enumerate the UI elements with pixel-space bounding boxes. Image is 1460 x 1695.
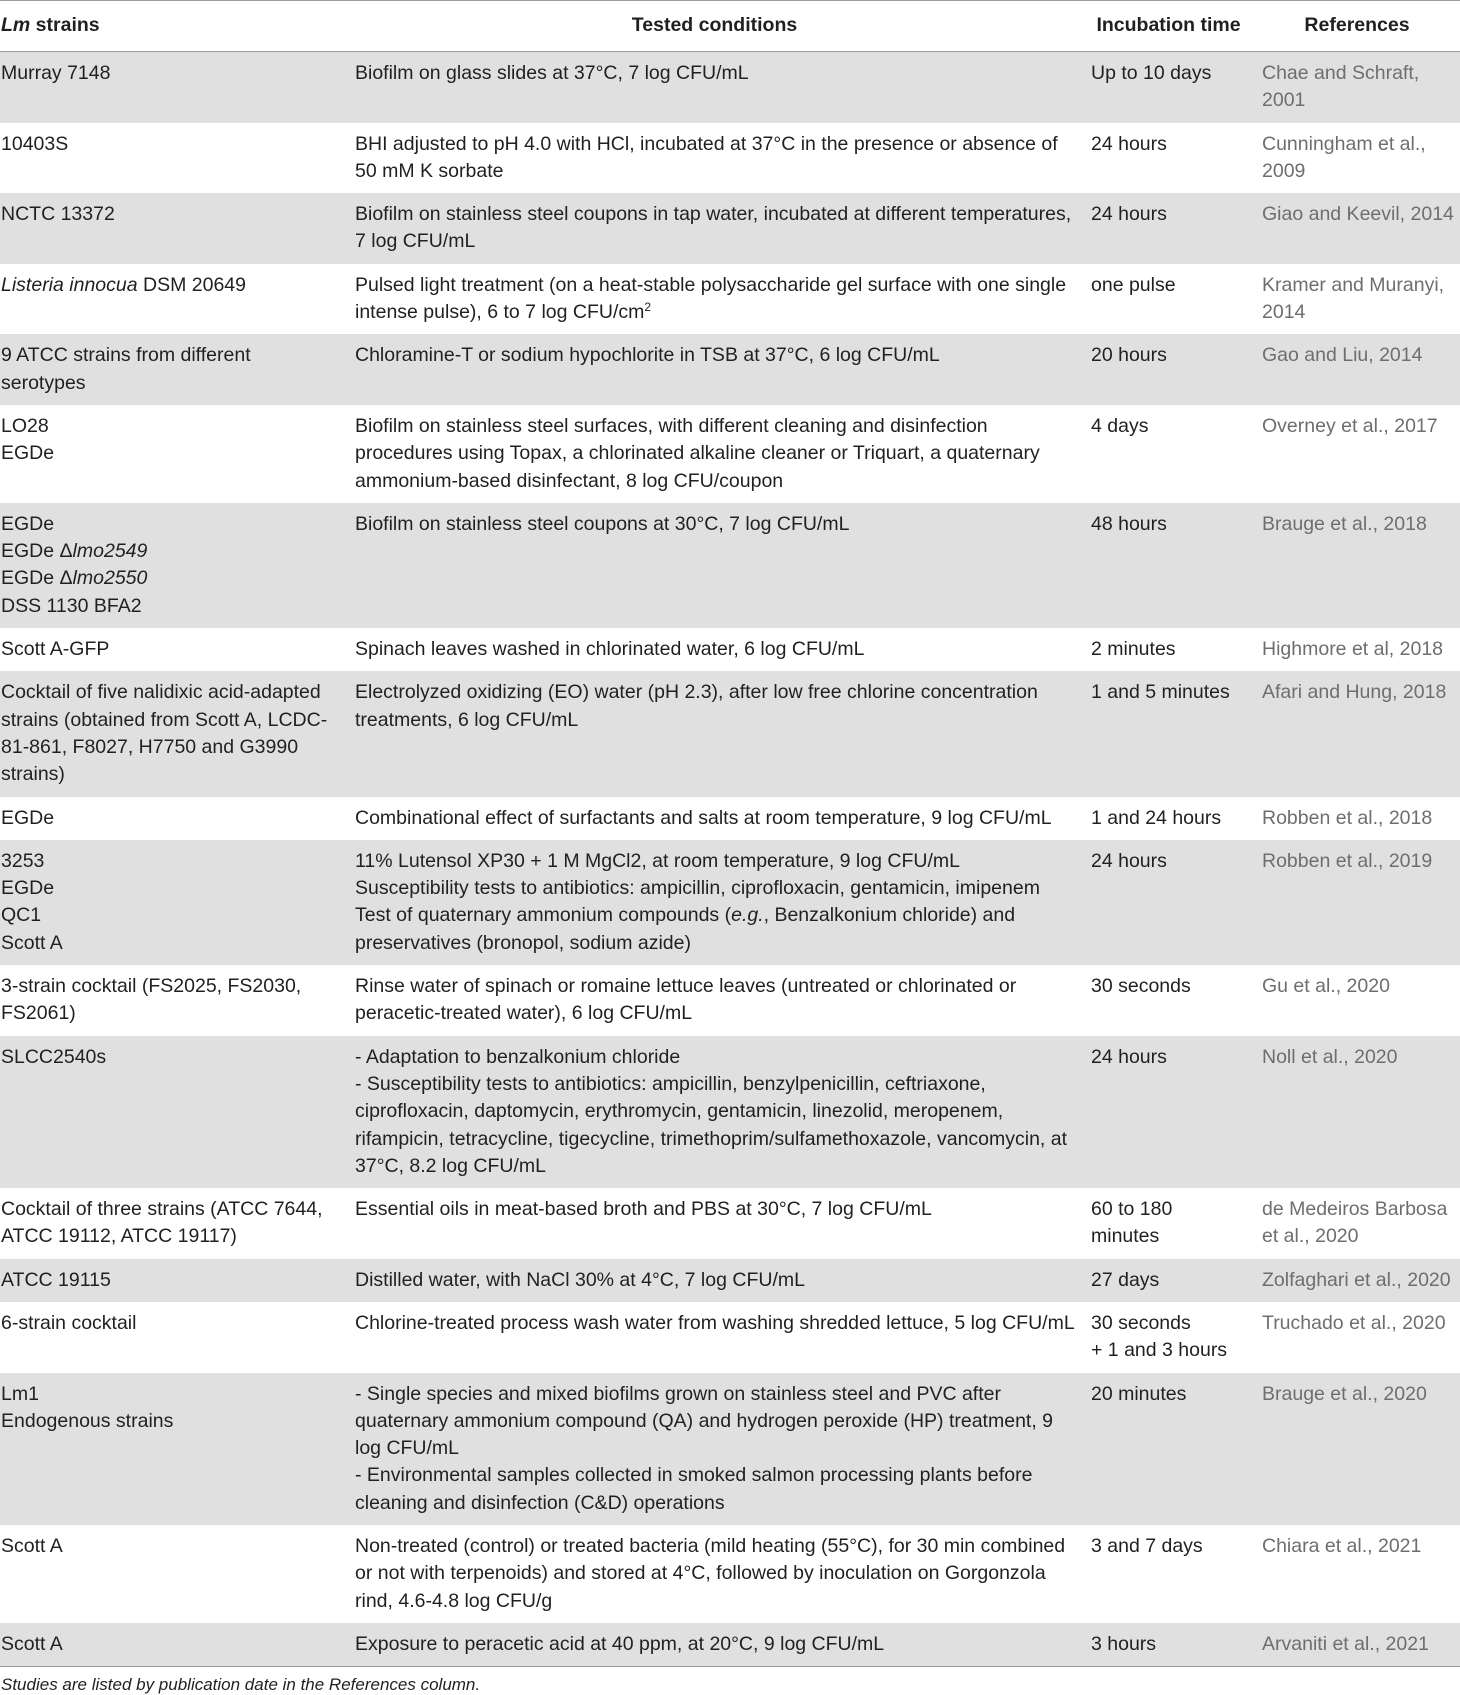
strain-line: strains (obtained from Scott A, LCDC- xyxy=(1,708,328,731)
condition-line xyxy=(355,902,1077,929)
strain-line: EGDe xyxy=(1,442,55,465)
strain-line: 10403S xyxy=(1,132,69,155)
cell-incubation-time xyxy=(1083,797,1254,840)
strain-line: strains) xyxy=(1,763,65,786)
cell-reference xyxy=(1254,123,1460,194)
condition-line xyxy=(355,848,1077,875)
cell-incubation-time xyxy=(1083,334,1254,405)
cell-strain xyxy=(0,405,346,503)
reference-line: Robben et al., 2019 xyxy=(1262,849,1433,872)
table-row xyxy=(0,1188,1460,1259)
time-line: 30 seconds xyxy=(1091,975,1191,998)
cell-incubation-time xyxy=(1083,1036,1254,1188)
strain-text: EGDe xyxy=(1,512,55,535)
strain-line: SLCC2540s xyxy=(1,1045,107,1068)
cell-conditions xyxy=(346,193,1083,264)
table-row xyxy=(0,1525,1460,1623)
cell-incubation-time xyxy=(1083,193,1254,264)
strain-line: ATCC 19112, ATCC 19117) xyxy=(1,1225,237,1248)
time-line: 30 seconds xyxy=(1091,1311,1191,1334)
condition-line xyxy=(355,875,1077,902)
cell-strain xyxy=(0,797,346,840)
strain-line: serotypes xyxy=(1,371,86,394)
table-row xyxy=(0,334,1460,405)
reference-line: Kramer and Muranyi, xyxy=(1262,273,1445,296)
cell-strain xyxy=(0,52,346,123)
condition-line: BHI adjusted to pH 4.0 with HCl, incubated at 37°C in the presence or absence of xyxy=(355,132,1058,155)
cell-incubation-time xyxy=(1083,123,1254,194)
time-line: one pulse xyxy=(1091,273,1176,296)
condition-text: preservatives (bronopol, sodium azide) xyxy=(355,931,691,954)
cell-conditions xyxy=(346,123,1083,194)
cell-strain xyxy=(0,671,346,796)
time-line: 24 hours xyxy=(1091,1045,1167,1068)
condition-line: cleaning and disinfection (C&D) operations xyxy=(355,1491,725,1514)
cell-reference xyxy=(1254,503,1460,628)
time-line: 48 hours xyxy=(1091,512,1167,535)
cell-strain xyxy=(0,1259,346,1302)
cell-conditions xyxy=(346,1036,1083,1188)
cell-incubation-time xyxy=(1083,840,1254,965)
table-row xyxy=(0,1302,1460,1373)
reference-line: 2001 xyxy=(1262,89,1306,112)
strain-line: Scott A xyxy=(1,931,63,954)
header-strains xyxy=(0,1,346,52)
cell-strain xyxy=(0,1525,346,1623)
cell-incubation-time xyxy=(1083,264,1254,335)
strain-line: EGDe xyxy=(1,806,55,829)
strain-species: Listeria innocua xyxy=(1,273,138,296)
table-row xyxy=(0,1623,1460,1667)
condition-line: - Single species and mixed biofilms grown on stainless steel and PVC after xyxy=(355,1382,1001,1405)
cell-reference xyxy=(1254,1623,1460,1667)
time-line: minutes xyxy=(1091,1225,1160,1248)
reference-line: 2009 xyxy=(1262,159,1306,182)
strain-id: DSM 20649 xyxy=(137,273,246,296)
strain-line: LO28 xyxy=(1,414,49,437)
time-line: 27 days xyxy=(1091,1268,1160,1291)
reference-line: Highmore et al, 2018 xyxy=(1262,638,1444,661)
time-line: 24 hours xyxy=(1091,203,1167,226)
strain-line: NCTC 13372 xyxy=(1,203,115,226)
time-line: 1 and 5 minutes xyxy=(1091,681,1230,704)
table-header xyxy=(0,1,1460,52)
condition-line: Non-treated (control) or treated bacteria (mild heating (55°C), for 30 min combined xyxy=(355,1535,1066,1558)
condition-line: Rinse water of spinach or romaine lettuce leaves (untreated or chlorinated or xyxy=(355,975,1017,998)
cell-incubation-time xyxy=(1083,503,1254,628)
table-row xyxy=(0,1259,1460,1302)
cell-reference xyxy=(1254,334,1460,405)
table-row xyxy=(0,797,1460,840)
cell-reference xyxy=(1254,1188,1460,1259)
cell-reference xyxy=(1254,1302,1460,1373)
time-line: 4 days xyxy=(1091,414,1149,437)
time-line: Up to 10 days xyxy=(1091,62,1212,84)
cell-conditions xyxy=(346,1373,1083,1525)
strain-gene: lmo2549 xyxy=(72,540,148,563)
header-time: Incubation time xyxy=(1083,1,1254,52)
condition-line: Chloramine-T or sodium hypochlorite in TSB at 37°C, 6 log CFU/mL xyxy=(355,344,940,367)
reference-line: Overney et al., 2017 xyxy=(1262,414,1438,437)
cell-reference xyxy=(1254,965,1460,1036)
cell-strain xyxy=(0,1302,346,1373)
strain-line xyxy=(1,538,338,565)
reference-line: Cunningham et al., xyxy=(1262,132,1426,155)
table-row xyxy=(0,1036,1460,1188)
cell-strain xyxy=(0,1188,346,1259)
condition-text: intense pulse), 6 to 7 log CFU/cm xyxy=(355,301,645,324)
strain-line xyxy=(1,565,338,592)
table-footnote: Studies are listed by publication date in the References column. xyxy=(1,1675,481,1695)
condition-text: , Benzalkonium chloride) and xyxy=(763,904,1016,927)
cell-incubation-time xyxy=(1083,1259,1254,1302)
time-line: 60 to 180 xyxy=(1091,1198,1173,1221)
condition-line: Essential oils in meat-based broth and PBS at 30°C, 7 log CFU/mL xyxy=(355,1198,932,1221)
reference-line: Brauge et al., 2020 xyxy=(1262,1382,1427,1405)
table-row xyxy=(0,1373,1460,1525)
condition-line: log CFU/mL xyxy=(355,1437,460,1460)
time-line: 2 minutes xyxy=(1091,638,1176,661)
condition-line: or not with terpenoids) and stored at 4°C, followed by inoculation on Gorgonzola xyxy=(355,1562,1046,1585)
strain-line: Murray 7148 xyxy=(1,62,111,84)
time-line: 3 and 7 days xyxy=(1091,1535,1203,1558)
table-row xyxy=(0,671,1460,796)
cell-conditions xyxy=(346,1259,1083,1302)
cell-reference xyxy=(1254,52,1460,123)
table-row xyxy=(0,840,1460,965)
cell-conditions xyxy=(346,503,1083,628)
strain-line: 3253 xyxy=(1,849,45,872)
strain-line: 81-861, F8027, H7750 and G3990 xyxy=(1,735,299,758)
condition-line: 37°C, 8.2 log CFU/mL xyxy=(355,1154,546,1177)
condition-line: - Adaptation to benzalkonium chloride xyxy=(355,1045,681,1068)
time-line: + 1 and 3 hours xyxy=(1091,1339,1228,1362)
condition-line: rind, 4.6-4.8 log CFU/g xyxy=(355,1589,553,1612)
strain-text: DSS 1130 BFA2 xyxy=(1,594,142,617)
condition-line: Chlorine-treated process wash water from washing shredded lettuce, 5 log CFU/mL xyxy=(355,1311,1075,1334)
cell-strain xyxy=(0,840,346,965)
condition-line: Electrolyzed oxidizing (EO) water (pH 2.3), after low free chlorine concentration xyxy=(355,681,1038,704)
cell-conditions xyxy=(346,1525,1083,1623)
strain-gene: lmo2550 xyxy=(72,567,148,590)
strain-line xyxy=(1,511,338,538)
condition-line: procedures using Topax, a chlorinated alkaline cleaner or Triquart, a quaternary xyxy=(355,442,1040,465)
condition-line: 50 mM K sorbate xyxy=(355,159,504,182)
table-row xyxy=(0,123,1460,194)
cell-reference xyxy=(1254,1259,1460,1302)
condition-line xyxy=(355,299,1077,326)
reference-line: Chae and Schraft, xyxy=(1262,62,1420,84)
cell-strain xyxy=(0,965,346,1036)
cell-reference xyxy=(1254,840,1460,965)
condition-line: - Environmental samples collected in smoked salmon processing plants before xyxy=(355,1464,1033,1487)
table-row xyxy=(0,405,1460,503)
time-line: 3 hours xyxy=(1091,1632,1157,1655)
strain-line: 9 ATCC strains from different xyxy=(1,344,251,367)
reference-line: Gao and Liu, 2014 xyxy=(1262,344,1423,367)
reference-line: et al., 2020 xyxy=(1262,1225,1359,1248)
table-body xyxy=(0,52,1460,1667)
table-row xyxy=(0,965,1460,1036)
header-references: References xyxy=(1254,1,1460,52)
strain-line: EGDe xyxy=(1,877,55,900)
table-row xyxy=(0,193,1460,264)
reference-line: Afari and Hung, 2018 xyxy=(1262,681,1447,704)
cell-strain xyxy=(0,264,346,335)
reference-line: Zolfaghari et al., 2020 xyxy=(1262,1268,1451,1291)
cell-strain xyxy=(0,123,346,194)
time-line: 24 hours xyxy=(1091,849,1167,872)
cell-incubation-time xyxy=(1083,1373,1254,1525)
table-row xyxy=(0,628,1460,671)
cell-conditions xyxy=(346,52,1083,123)
cell-incubation-time xyxy=(1083,628,1254,671)
condition-line: 7 log CFU/mL xyxy=(355,230,476,253)
condition-line: Pulsed light treatment (on a heat-stable polysaccharide gel surface with one single xyxy=(355,273,1067,296)
cell-incubation-time xyxy=(1083,965,1254,1036)
condition-line: Biofilm on stainless steel surfaces, with different cleaning and disinfection xyxy=(355,414,988,437)
strain-line: 3-strain cocktail (FS2025, FS2030, xyxy=(1,975,302,998)
cell-strain xyxy=(0,1623,346,1667)
cell-reference xyxy=(1254,797,1460,840)
strain-line: Scott A xyxy=(1,1535,63,1558)
reference-line: Chiara et al., 2021 xyxy=(1262,1535,1422,1558)
condition-line: - Susceptibility tests to antibiotics: ampicillin, benzylpenicillin, ceftriaxone, xyxy=(355,1072,986,1095)
strain-text: EGDe Δ xyxy=(1,567,73,590)
table-row xyxy=(0,264,1460,335)
cell-reference xyxy=(1254,1036,1460,1188)
condition-text: 11% Lutensol XP30 + 1 M MgCl2, at room temperature, 9 log CFU/mL xyxy=(355,849,960,872)
strain-line: Endogenous strains xyxy=(1,1409,174,1432)
reference-line: Truchado et al., 2020 xyxy=(1262,1311,1446,1334)
reference-line: de Medeiros Barbosa xyxy=(1262,1198,1448,1221)
cell-conditions xyxy=(346,1188,1083,1259)
cell-reference xyxy=(1254,405,1460,503)
condition-text: Susceptibility tests to antibiotics: ampicillin, ciprofloxacin, gentamicin, imipenem xyxy=(355,877,1040,900)
header-strains-italic: Lm xyxy=(1,14,31,37)
cell-conditions xyxy=(346,797,1083,840)
cell-conditions xyxy=(346,671,1083,796)
reference-line: Brauge et al., 2018 xyxy=(1262,512,1427,535)
strain-line: Scott A xyxy=(1,1632,63,1655)
strain-text: EGDe Δ xyxy=(1,540,73,563)
cell-incubation-time xyxy=(1083,1188,1254,1259)
condition-line: ammonium-based disinfectant, 8 log CFU/coupon xyxy=(355,469,784,492)
condition-line: Spinach leaves washed in chlorinated water, 6 log CFU/mL xyxy=(355,638,865,661)
cell-strain xyxy=(0,1036,346,1188)
cell-strain xyxy=(0,193,346,264)
reference-line: Noll et al., 2020 xyxy=(1262,1045,1398,1068)
cell-strain xyxy=(0,334,346,405)
superscript: 2 xyxy=(644,300,652,315)
strain-line: QC1 xyxy=(1,904,42,927)
condition-italic: e.g. xyxy=(731,904,764,927)
reference-line: Robben et al., 2018 xyxy=(1262,806,1433,829)
cell-conditions xyxy=(346,965,1083,1036)
time-line: 24 hours xyxy=(1091,132,1167,155)
cell-reference xyxy=(1254,193,1460,264)
cell-reference xyxy=(1254,264,1460,335)
condition-line: Biofilm on stainless steel coupons at 30°C, 7 log CFU/mL xyxy=(355,512,850,535)
strain-line xyxy=(1,272,338,299)
strain-line: Cocktail of five nalidixic acid-adapted xyxy=(1,681,321,704)
reference-line: Arvaniti et al., 2021 xyxy=(1262,1632,1429,1655)
cell-conditions xyxy=(346,628,1083,671)
cell-reference xyxy=(1254,671,1460,796)
table-row xyxy=(0,52,1460,123)
reference-line: 2014 xyxy=(1262,301,1306,324)
strain-line: 6-strain cocktail xyxy=(1,1311,137,1334)
cell-strain xyxy=(0,1373,346,1525)
condition-line: peracetic-treated water), 6 log CFU/mL xyxy=(355,1002,693,1025)
cell-conditions xyxy=(346,334,1083,405)
cell-conditions xyxy=(346,1623,1083,1667)
reference-line: Giao and Keevil, 2014 xyxy=(1262,203,1454,226)
strain-line: Scott A-GFP xyxy=(1,638,110,661)
condition-line: Distilled water, with NaCl 30% at 4°C, 7 log CFU/mL xyxy=(355,1268,805,1291)
cell-conditions xyxy=(346,264,1083,335)
condition-line: rifampicin, tetracycline, tigecycline, trimethoprim/sulfamethoxazole, vancomycin, at xyxy=(355,1127,1068,1150)
cell-incubation-time xyxy=(1083,671,1254,796)
header-conditions: Tested conditions xyxy=(346,1,1083,52)
condition-line: Exposure to peracetic acid at 40 ppm, at 20°C, 9 log CFU/mL xyxy=(355,1632,885,1655)
header-strains-rest: strains xyxy=(30,14,100,37)
strain-line xyxy=(1,593,338,620)
cell-reference xyxy=(1254,628,1460,671)
cell-reference xyxy=(1254,1525,1460,1623)
cell-incubation-time xyxy=(1083,405,1254,503)
strain-line: Lm1 xyxy=(1,1382,39,1405)
cell-incubation-time xyxy=(1083,1623,1254,1667)
condition-line: ciprofloxacin, daptomycin, erythromycin, gentamicin, linezolid, meropenem, xyxy=(355,1100,1004,1123)
condition-line: Biofilm on glass slides at 37°C, 7 log CFU/mL xyxy=(355,62,749,84)
condition-line: Combinational effect of surfactants and salts at room temperature, 9 log CFU/mL xyxy=(355,806,1052,829)
cell-incubation-time xyxy=(1083,1302,1254,1373)
condition-text: Test of quaternary ammonium compounds ( xyxy=(355,904,732,927)
cell-reference xyxy=(1254,1373,1460,1525)
cell-strain xyxy=(0,628,346,671)
cell-conditions xyxy=(346,840,1083,965)
strain-line: Cocktail of three strains (ATCC 7644, xyxy=(1,1198,323,1221)
cell-strain xyxy=(0,503,346,628)
time-line: 20 minutes xyxy=(1091,1382,1187,1405)
strain-line: FS2061) xyxy=(1,1002,76,1025)
condition-line: Biofilm on stainless steel coupons in tap water, incubated at different temperatures, xyxy=(355,203,1072,226)
condition-line: quaternary ammonium compound (QA) and hydrogen peroxide (HP) treatment, 9 xyxy=(355,1409,1054,1432)
condition-line xyxy=(355,930,1077,957)
cell-incubation-time xyxy=(1083,1525,1254,1623)
reference-line: Gu et al., 2020 xyxy=(1262,975,1390,998)
table-row xyxy=(0,503,1460,628)
time-line: 20 hours xyxy=(1091,344,1167,367)
time-line: 1 and 24 hours xyxy=(1091,806,1222,829)
strain-line: ATCC 19115 xyxy=(1,1268,111,1291)
cell-conditions xyxy=(346,1302,1083,1373)
cell-conditions xyxy=(346,405,1083,503)
cell-incubation-time xyxy=(1083,52,1254,123)
condition-line: treatments, 6 log CFU/mL xyxy=(355,708,579,731)
